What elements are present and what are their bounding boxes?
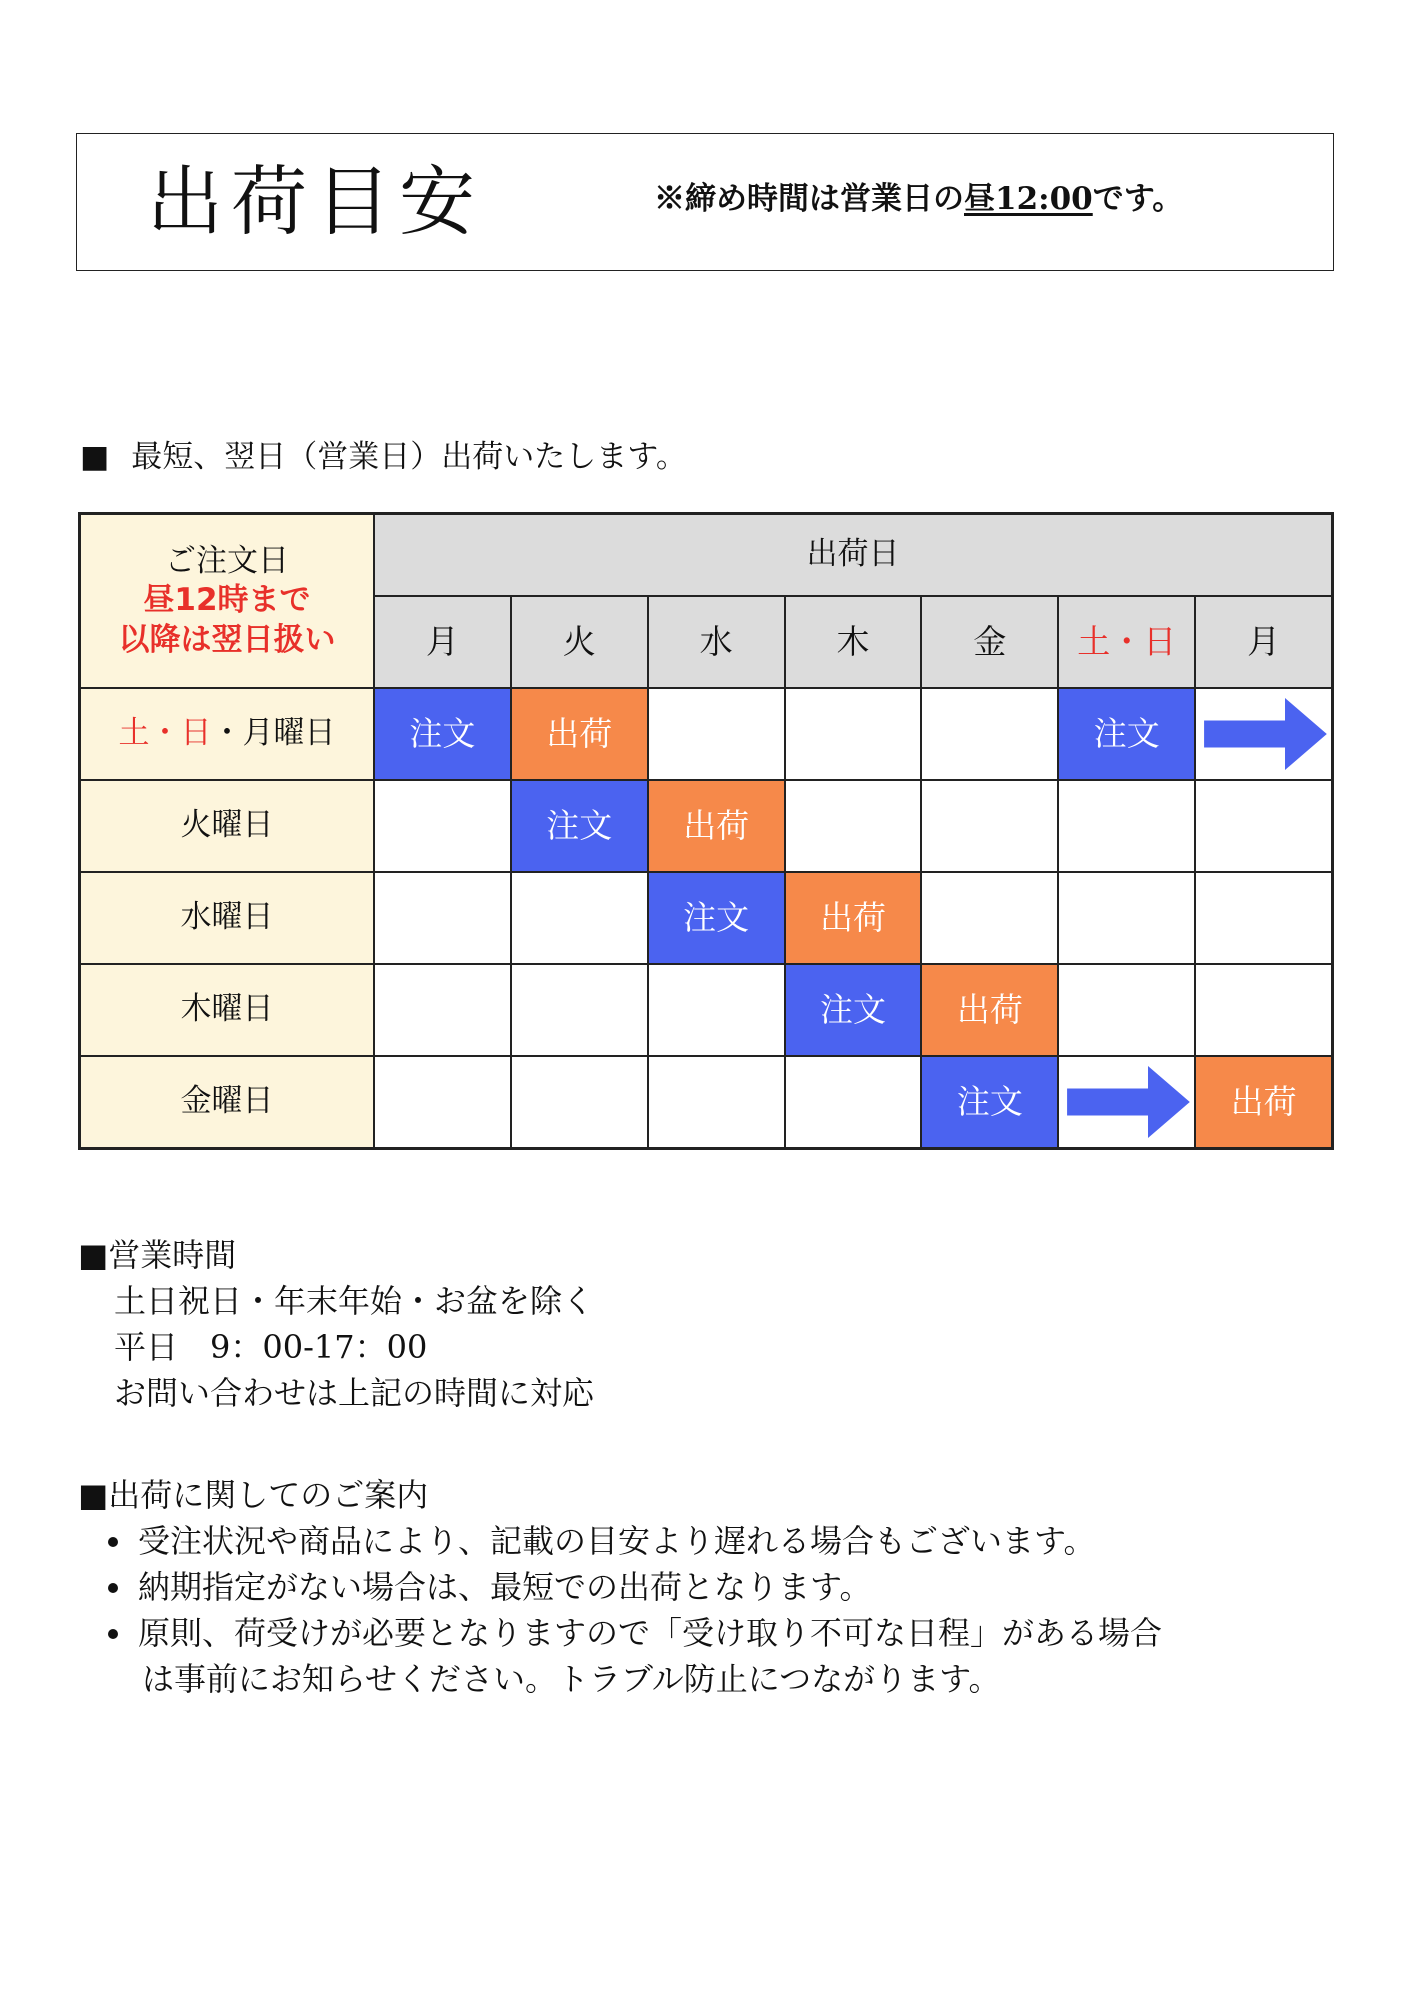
weekday-label: 木曜日 [180, 991, 274, 1028]
day-header: 月 [375, 597, 510, 687]
ship-cell: 出荷 [922, 965, 1057, 1055]
order-cell: 注文 [512, 781, 647, 871]
order-cell: 注文 [786, 965, 921, 1055]
order-cell: 注文 [649, 873, 784, 963]
cutoff-note-prefix: ※締め時間は営業日の [654, 181, 964, 217]
square-bullet-icon: ■ [80, 439, 110, 475]
order-day-row-label [81, 781, 373, 871]
day-header: 月 [1196, 597, 1331, 687]
title-box [76, 133, 1334, 271]
shipping-info-section [78, 1472, 1162, 1702]
order-cell: 注文 [922, 1057, 1057, 1147]
empty-cell [1196, 873, 1331, 963]
empty-cell [375, 1057, 510, 1147]
order-day-header [81, 515, 373, 687]
cutoff-note-suffix: です。 [1092, 181, 1184, 217]
business-hours-title: ■営業時間 [78, 1236, 237, 1274]
empty-cell [922, 781, 1057, 871]
shipping-info-bullet: 納期指定がない場合は、最短での出荷となります。 [78, 1564, 1162, 1610]
empty-cell [512, 873, 647, 963]
business-hours-section [78, 1232, 594, 1416]
empty-cell [512, 965, 647, 1055]
empty-cell [375, 873, 510, 963]
empty-cell [1059, 965, 1194, 1055]
order-day-label: ご注文日 [165, 543, 289, 580]
shipping-info-bullet: 受注状況や商品により、記載の目安より遅れる場合もございます。 [78, 1518, 1162, 1564]
empty-cell [375, 965, 510, 1055]
weekday-label: 水曜日 [180, 899, 274, 936]
empty-cell [375, 781, 510, 871]
empty-cell [1196, 965, 1331, 1055]
empty-cell [1196, 781, 1331, 871]
ship-day-header: 出荷日 [375, 515, 1331, 595]
shipping-info-title: ■出荷に関してのご案内 [78, 1476, 429, 1514]
weekday-label: 火曜日 [180, 807, 274, 844]
empty-cell [649, 965, 784, 1055]
empty-cell [649, 1057, 784, 1147]
empty-cell [786, 689, 921, 779]
cutoff-line-1: 昼12時まで [143, 582, 311, 619]
order-day-row-label [81, 873, 373, 963]
arrow-right-icon [1059, 1057, 1194, 1147]
day-header: 金 [922, 597, 1057, 687]
ship-cell: 出荷 [649, 781, 784, 871]
day-header: 土・日 [1059, 597, 1194, 687]
ship-cell: 出荷 [512, 689, 647, 779]
empty-cell [786, 1057, 921, 1147]
ship-cell: 出荷 [1196, 1057, 1331, 1147]
weekend-label: 土・日 [118, 715, 212, 752]
day-header: 火 [512, 597, 647, 687]
order-cell: 注文 [1059, 689, 1194, 779]
empty-cell [649, 689, 784, 779]
order-day-row-label [81, 965, 373, 1055]
business-hours-line: 平日 9：00-17：00 [114, 1328, 428, 1366]
empty-cell [1059, 873, 1194, 963]
cutoff-note [654, 176, 1183, 223]
cutoff-line-2: 以降は翌日扱い [118, 621, 336, 658]
arrow-right-icon [1196, 689, 1331, 779]
empty-cell [1059, 781, 1194, 871]
next-day-heading [80, 436, 687, 479]
order-cell: 注文 [375, 689, 510, 779]
business-hours-line: お問い合わせは上記の時間に対応 [114, 1374, 595, 1412]
next-day-heading-text: 最短、翌日（営業日）出荷いたします。 [131, 439, 687, 475]
page-title: 出荷目安 [147, 157, 483, 246]
shipping-info-bullet: 原則、荷受けが必要となりますので「受け取り不可な日程」がある場合 [78, 1610, 1162, 1656]
empty-cell [786, 781, 921, 871]
cutoff-time: 昼12:00 [964, 181, 1093, 217]
empty-cell [922, 873, 1057, 963]
empty-cell [512, 1057, 647, 1147]
business-hours-line: 土日祝日・年末年始・お盆を除く [114, 1282, 595, 1320]
day-header: 水 [649, 597, 784, 687]
weekday-label: ・月曜日 [211, 715, 336, 752]
shipping-info-bullet-continued: は事前にお知らせください。トラブル防止につながります。 [142, 1660, 1001, 1698]
order-day-row-label [81, 1057, 373, 1147]
empty-cell [922, 689, 1057, 779]
shipping-schedule-table [78, 512, 1334, 1150]
ship-cell: 出荷 [786, 873, 921, 963]
weekday-label: 金曜日 [180, 1083, 274, 1120]
order-day-row-label [81, 689, 373, 779]
day-header: 木 [786, 597, 921, 687]
